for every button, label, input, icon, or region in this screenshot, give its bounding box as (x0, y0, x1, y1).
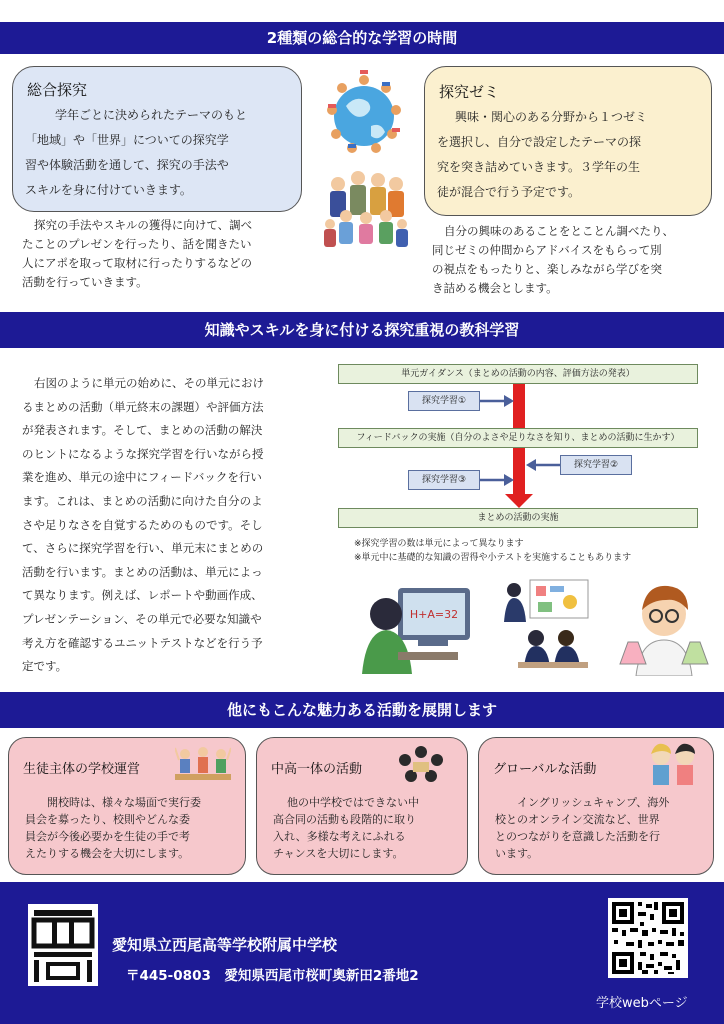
flow-arrow-left-icon (526, 458, 560, 472)
flow-note: ※探究学習の数は単元によって異なります (354, 539, 524, 549)
screen-formula: H+A=32 (409, 608, 459, 621)
section1-heading: 2種類の総合的な学習の時間 (266, 29, 458, 47)
body-line: が発表されます。そして、まとめの活動の解決 (22, 423, 263, 438)
qr-label[interactable]: 学校webページ (596, 996, 688, 1011)
activity-line: 入れ、多様な考えにふれる (273, 830, 406, 843)
body-line: ます。これは、まとめの活動に向けた自分のよ (22, 493, 263, 508)
body-line: プレゼンテーション、その単元で必要な知識や (22, 611, 262, 626)
section2-body (22, 372, 327, 679)
qr-code-icon[interactable] (608, 898, 688, 978)
sogo-desc-line: 人にアポを取って取材に行ったりするなどの (22, 256, 252, 270)
body-line: さや足りなさを自覚するためのものです。そし (22, 517, 263, 532)
section1-heading-band (0, 22, 724, 54)
body-line: 右図のように単元の始めに、その単元におけ (34, 376, 264, 390)
sogo-title: 総合探究 (27, 81, 88, 99)
activity-line: とのつながりを意識した活動を行 (495, 830, 660, 843)
activity-line: チャンスを大切にします。 (273, 847, 404, 860)
zemi-text (437, 105, 707, 205)
zemi-description (432, 222, 717, 298)
people-group-icon (324, 171, 408, 247)
zemi-desc-line: 自分の興味のあることをとことん調べたり、 (444, 224, 674, 238)
zemi-desc-line: の視点をもったりと、楽しみながら学びを突 (432, 262, 662, 276)
sogo-line: 習や体験活動を通して、探究の手法や (25, 158, 229, 172)
sogo-desc-line: たことのプレゼンを行ったり、話を聞きたい (22, 237, 252, 251)
activity-title: 生徒主体の学校運営 (23, 762, 141, 777)
section3-heading-band (0, 692, 724, 728)
flow-arrow-right-icon (480, 473, 514, 487)
scientist-illustration (614, 578, 714, 676)
section2-heading: 知識やスキルを身に付ける探究重視の教科学習 (204, 321, 520, 339)
body-line: のヒントになるような探究学習を行いながら授 (22, 446, 264, 461)
activity-line: 他の中学校ではできない中 (287, 796, 419, 809)
sogo-line: 「地域」や「世界」についての探究学 (25, 133, 229, 147)
classroom-illustration (500, 576, 592, 676)
sogo-desc-line: 探究の手法やスキルの獲得に向けて、調べ (34, 218, 253, 232)
activity-line: 校とのオンライン交流など、世界 (495, 813, 660, 826)
flow-arrow-head-icon (505, 494, 533, 508)
footer (0, 882, 724, 1024)
activity-card-integrated (256, 737, 468, 875)
activity-line: います。 (495, 847, 539, 860)
activity-card-student-run (8, 737, 246, 875)
body-line: て、さらに探究学習を行い、単元末にまとめの (22, 541, 264, 556)
body-line: 業を進め、単元の途中にフィードバックを行い (22, 470, 262, 485)
sogo-line: 学年ごとに決められたテーマのもと (55, 108, 248, 122)
globe-people-illustration (316, 66, 412, 264)
activity-line: 高合同の活動も段階的に取り (273, 813, 416, 826)
sogo-line: スキルを身に付けていきます。 (25, 183, 192, 197)
sogo-desc-line: 活動を行っていきます。 (22, 275, 148, 289)
section2-heading-band (0, 312, 724, 348)
zemi-line: 究を突き詰めていきます。３学年の生 (437, 160, 641, 174)
activity-text (273, 794, 463, 862)
school-logo-icon (28, 904, 98, 986)
flow-arrow-right-icon (480, 394, 514, 408)
activity-title: 中高一体の活動 (271, 762, 363, 777)
activity-title: グローバルな活動 (493, 762, 597, 777)
school-name: 愛知県立西尾高等学校附属中学校 (112, 936, 338, 954)
activity-line: えたりする機会を大切にします。 (25, 847, 190, 860)
body-line: るまとめの活動（単元終末の課題）や評価方法 (22, 399, 264, 414)
student-computer-illustration (358, 574, 476, 674)
zemi-desc-line: き詰める機会とします。 (432, 281, 558, 295)
section3-heading: 他にもこんな魅力ある活動を展開します (226, 701, 497, 719)
flow-note: ※単元中に基礎的な知識の習得や小テストを実施することもあります (354, 553, 632, 563)
flow-study3: 探究学習③ (408, 470, 480, 490)
activity-text (495, 794, 707, 862)
flow-guidance: 単元ガイダンス（まとめの活動の内容、評価方法の発表） (338, 364, 698, 384)
body-line: て異なります。例えば、レポートや動画作成、 (22, 588, 263, 603)
body-line: 定です。 (22, 659, 68, 674)
flow-study1: 探究学習① (408, 391, 480, 411)
international-students-icon (645, 742, 701, 788)
flow-study2: 探究学習② (560, 455, 632, 475)
school-address: 〒445-0803 愛知県西尾市桜町奥新田2番地2 (126, 968, 419, 984)
zemi-line: 興味・関心のある分野から１つゼミ (455, 110, 648, 124)
flow-feedback: フィードバックの実施（自分のよさや足りなさを知り、まとめの活動に生かす） (338, 428, 698, 448)
activity-card-global (478, 737, 714, 875)
body-line: 活動を行います。まとめの活動は、単元によっ (22, 564, 263, 579)
body-line: 考え方を確認するユニットテストなどを行う予 (22, 635, 263, 650)
students-cheering-icon (175, 744, 231, 786)
zemi-title: 探究ゼミ (439, 83, 500, 101)
sogo-box (12, 66, 302, 212)
activity-text (25, 794, 237, 862)
zemi-desc-line: 同じゼミの仲間からアドバイスをもらって別 (432, 243, 662, 257)
activity-line: 開校時は、様々な場面で実行委 (47, 796, 201, 809)
activity-line: イングリッシュキャンプ、海外 (517, 796, 670, 809)
sogo-text (25, 103, 295, 203)
activity-line: 員会を募ったり、校則やどんな委 (25, 813, 190, 826)
zemi-line: 徒が混合で行う予定です。 (437, 185, 581, 199)
group-discussion-icon (393, 744, 449, 788)
zemi-box (424, 66, 712, 216)
flow-matome: まとめの活動の実施 (338, 508, 698, 528)
zemi-line: を選択し、自分で設定したテーマの探 (437, 135, 642, 149)
sogo-description (22, 216, 302, 292)
activity-line: 員会が今後必要かを生徒の手で考 (25, 830, 190, 843)
